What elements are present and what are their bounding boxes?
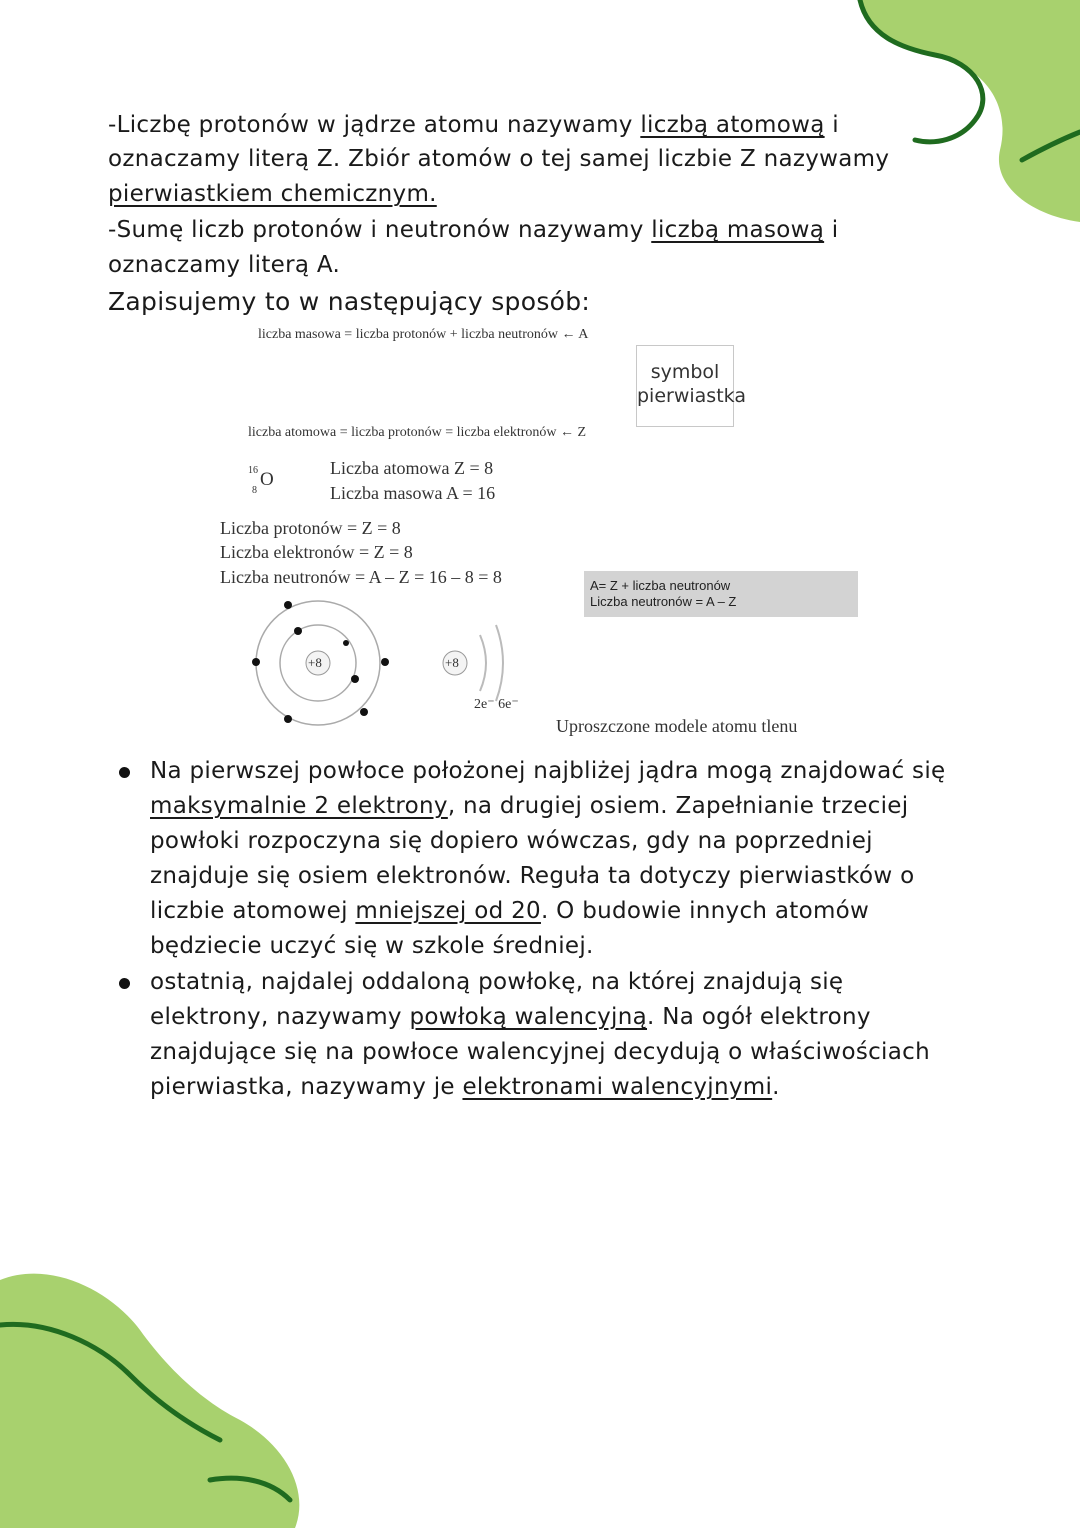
shells-label: 2e⁻ 6e⁻ [474,697,519,712]
nucleus-label: +8 [308,655,322,670]
text-line: Na pierwszej powłoce położonej najbliżej jądra mogą znajdować się [150,758,946,784]
text-line: będziecie uczyć się w szkole średniej. [150,933,594,959]
text-segment: i [824,112,839,138]
atomic-number-label: liczba atomowa = liczba protonów = liczba elektronów ← Z [248,425,587,440]
text-line [108,181,437,207]
text-segment: . Na ogół elektrony [647,1004,871,1030]
term-max-electrons: maksymalnie 2 elektrony [150,793,448,819]
atom-model-diagram [240,595,540,735]
text-line [108,217,838,243]
text-segment: -Sumę liczb protonów i neutronów nazywamy [108,217,652,243]
text-segment: elektrony, nazywamy [150,1004,410,1030]
symbol-label: pierwiastka [637,385,746,407]
text-segment: . [772,1074,780,1100]
isotope-mass: 16 [248,465,258,476]
text-line: znajdujące się na powłoce walencyjnej decydują o właściwościach [150,1039,930,1065]
neutrons-line: Liczba neutronów = A – Z = 16 – 8 = 8 [220,567,502,587]
formula-box [584,571,858,617]
text-line: oznaczamy literą A. [108,252,341,278]
nucleus-label: +8 [445,655,459,670]
text-line [150,793,908,819]
text-line: ostatnią, najdalej oddaloną powłokę, na której znajdują się [150,969,844,995]
text-line: Zapisujemy to w następujący sposób: [108,287,591,316]
bottom-left-blob [0,1250,320,1528]
text-line: znajduje się osiem elektronów. Reguła ta dotyczy pierwiastków o [150,863,915,889]
text-line [150,898,869,924]
text-segment: pierwiastka, nazywamy je [150,1074,463,1100]
term-atomic-number: liczbą atomową [640,112,825,138]
text-line [150,1074,780,1100]
term-valence-shell: powłoką walencyjną [409,1004,648,1030]
diagram-caption: Uproszczone modele atomu tlenu [556,716,798,736]
isotope-symbol: O [260,469,274,490]
electrons-line: Liczba elektronów = Z = 8 [220,542,413,562]
element-symbol-box [636,345,746,427]
term-less-than-20: mniejszej od 20 [355,898,541,924]
formula-line: A= Z + liczba neutronów [590,578,731,593]
iso-z-line: Liczba atomowa Z = 8 [330,458,494,478]
text-segment: -Liczbę protonów w jądrze atomu nazywamy [108,112,641,138]
protons-line: Liczba protonów = Z = 8 [220,518,401,538]
mass-number-label: liczba masowa = liczba protonów + liczba neutronów ← A [258,327,589,342]
text-line [150,1004,871,1030]
term-mass-number: liczbą masową [651,217,825,243]
text-segment: i [824,217,839,243]
term-chemical-element: pierwiastkiem chemicznym. [108,181,437,207]
bullet-icon [119,978,130,989]
symbol-label: symbol [650,361,720,383]
text-segment: , na drugiej osiem. Zapełnianie trzeciej [447,793,909,819]
text-segment: liczbie atomowej [150,898,356,924]
text-line: powłoki rozpoczyna się dopiero wówczas, gdy na poprzedniej [150,828,873,854]
text-line [108,112,839,138]
isotope-atomic: 8 [252,485,257,496]
text-line: oznaczamy literą Z. Zbiór atomów o tej samej liczbie Z nazywamy [108,146,890,172]
bullet-icon [119,767,130,778]
iso-a-line: Liczba masowa A = 16 [330,483,496,503]
term-valence-electrons: elektronami walencyjnymi [462,1074,773,1100]
formula-line: Liczba neutronów = A – Z [590,594,737,609]
text-segment: . O budowie innych atomów [540,898,870,924]
isotope-notation [248,465,288,505]
